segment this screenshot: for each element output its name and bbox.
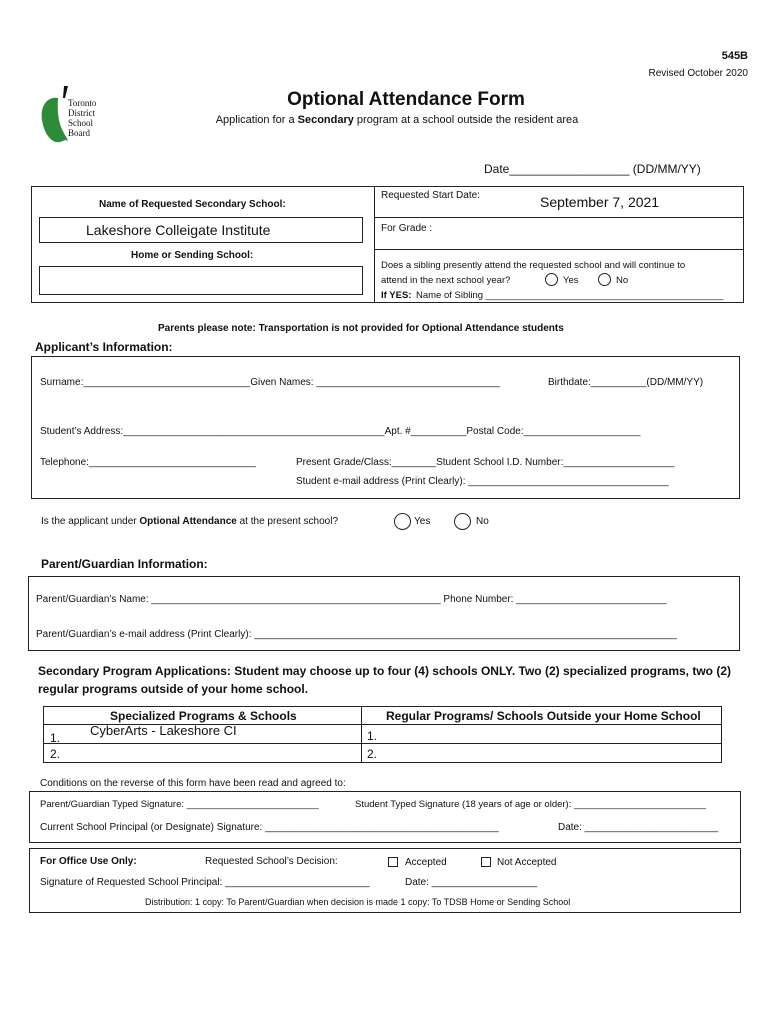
programs-row-rule [43,743,722,744]
sibling-if-yes: If YES: [381,290,412,301]
distribution-note: Distribution: 1 copy: To Parent/Guardian when decision is made 1 copy: To TDSB Home or Sending School [145,897,571,907]
optional-yes-radio[interactable] [394,513,411,530]
sibling-name-field[interactable]: Name of Sibling _____________________________________________ [416,290,724,301]
sibling-question-line2: attend in the next school year? [381,275,511,286]
optional-yes-label: Yes [414,516,431,527]
start-date-value[interactable]: September 7, 2021 [540,194,660,210]
sibling-no-label: No [616,275,629,286]
programs-heading-line2: regular programs outside of your home school. [38,682,309,696]
start-date-label: Requested Start Date: [381,190,480,201]
requested-school-input[interactable] [39,217,363,243]
requested-principal-signature[interactable]: Signature of Requested School Principal: __________________________ [40,877,370,888]
programs-heading-line1: Secondary Program Applications: Student may choose up to four (4) schools ONLY. Two (2) specialized programs, two (2) [38,664,731,678]
divider-start-date [374,217,744,218]
principal-date-field[interactable]: Date: ________________________ [558,822,719,833]
revised-date: Revised October 2020 [648,68,748,79]
conditions-statement: Conditions on the reverse of this form have been read and agreed to: [40,778,346,789]
transport-note: Parents please note: Transportation is not provided for Optional Attendance students [158,323,564,334]
subtitle-bold: Secondary [297,114,354,126]
divider-grade [374,249,744,250]
sibling-question-line1: Does a sibling presently attend the requested school and will continue to [381,260,686,271]
optional-no-radio[interactable] [454,513,471,530]
requested-school-value: Lakeshore Colleigate Institute [86,222,271,238]
regular-row-2[interactable]: 2. [367,747,378,761]
parent-heading: Parent/Guardian Information: [41,557,208,571]
office-date-field[interactable]: Date: ___________________ [405,877,538,888]
specialized-row-2[interactable]: 2. [50,747,61,761]
date-field[interactable]: Date__________________ (DD/MM/YY) [484,162,701,176]
accepted-label: Accepted [405,857,447,868]
specialized-header: Specialized Programs & Schools [110,709,297,723]
office-use-label: For Office Use Only: [40,856,137,867]
programs-table-divider [361,706,362,763]
form-number: 545B [721,50,748,62]
telephone-field[interactable]: Telephone:______________________________ [40,457,256,468]
regular-header: Regular Programs/ Schools Outside your Home School [386,709,701,723]
principal-signature-field[interactable]: Current School Principal (or Designate) Signature: __________________________________________ [40,822,499,833]
question-post: at the present school? [236,516,339,527]
not-accepted-label: Not Accepted [497,857,557,868]
subtitle-post: program at a school outside the resident area [353,114,579,126]
specialized-row-1[interactable]: 1. [50,731,61,745]
applicant-heading: Applicant’s Information: [35,340,173,354]
optional-attendance-question [41,516,338,527]
home-school-input[interactable] [39,266,363,295]
birthdate-field[interactable]: Birthdate:__________(DD/MM/YY) [548,377,704,388]
parent-name-phone-fields[interactable]: Parent/Guardian’s Name: ____________________________________________________ Phone Number: ___________________________ [36,594,667,605]
form-subtitle [0,114,770,126]
decision-label: Requested School’s Decision: [205,856,338,867]
grade-id-fields[interactable]: Present Grade/Class:________Student School I.D. Number:____________________ [296,457,675,468]
logo-text: Toronto District School Board [68,98,97,138]
student-signature-field[interactable]: Student Typed Signature (18 years of age or older): _________________________ [355,799,707,810]
question-pre: Is the applicant under [41,516,140,527]
parent-signature-field[interactable]: Parent/Guardian Typed Signature: _________________________ [40,799,319,810]
sibling-yes-label: Yes [563,275,579,286]
optional-no-label: No [476,516,489,527]
subtitle-pre: Application for a [215,114,298,126]
student-email-field[interactable]: Student e-mail address (Print Clearly): ____________________________________ [296,476,669,487]
form-title: Optional Attendance Form [287,89,525,110]
section-divider [374,186,375,303]
specialized-row-1-value[interactable]: CyberArts - Lakeshore CI [90,723,237,738]
question-bold: Optional Attendance [139,516,237,527]
accepted-checkbox[interactable] [388,857,398,867]
regular-row-1[interactable]: 1. [367,729,378,743]
grade-label: For Grade : [381,223,433,234]
parent-email-field[interactable]: Parent/Guardian’s e-mail address (Print Clearly): ____________________________________________________________________________ [36,629,677,640]
not-accepted-checkbox[interactable] [481,857,491,867]
sibling-yes-radio[interactable] [545,273,558,286]
requested-school-label: Name of Requested Secondary School: [99,199,286,210]
sibling-no-radio[interactable] [598,273,611,286]
home-school-label: Home or Sending School: [131,250,254,261]
address-fields[interactable]: Student’s Address:_______________________________________________Apt. #__________Postal Code:_____________________ [40,426,641,437]
name-fields[interactable]: Surname:______________________________Given Names: _________________________________ [40,377,500,388]
